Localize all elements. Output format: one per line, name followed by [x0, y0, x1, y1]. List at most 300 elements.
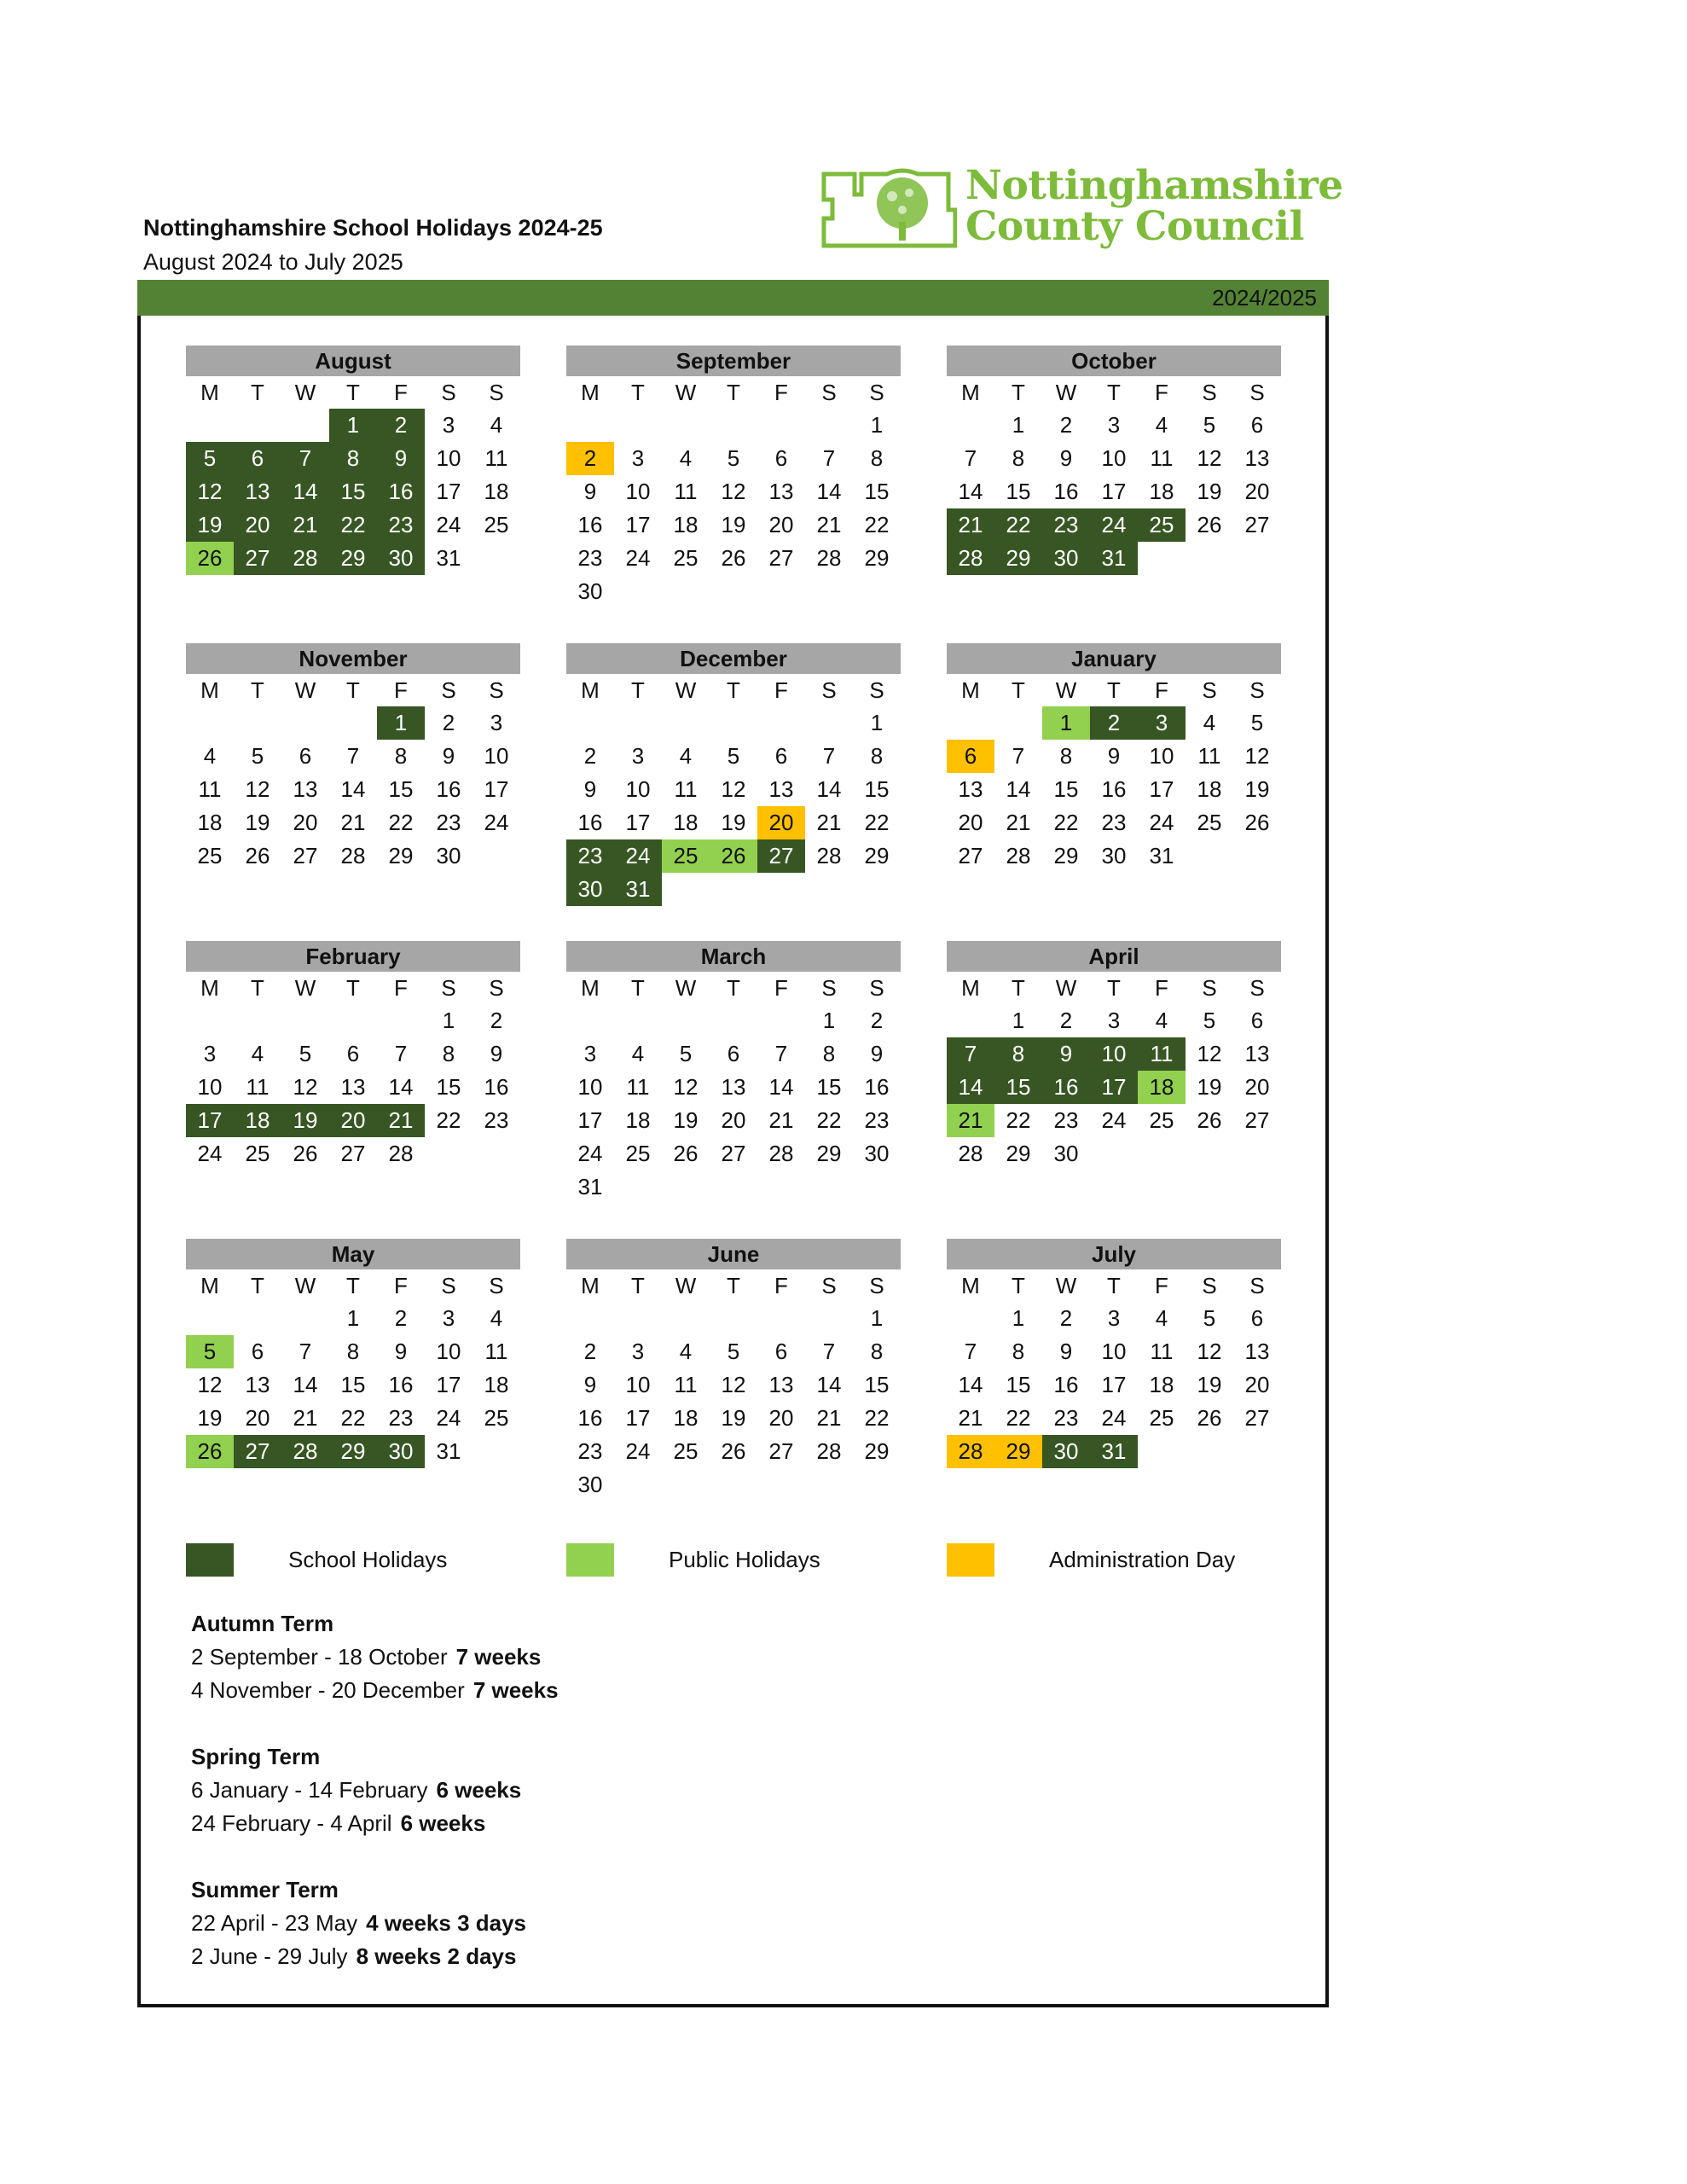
day-cell: 13	[768, 479, 794, 504]
year-label: 2024/2025	[1212, 285, 1317, 311]
weekday-label: S	[869, 975, 884, 1001]
day-cell: 19	[186, 508, 234, 542]
empty-cell	[805, 1302, 853, 1335]
day-cell: 6	[251, 1339, 264, 1364]
weekday-label: T	[727, 380, 740, 405]
month-header: October	[947, 346, 1281, 376]
day-cell: 9	[1042, 1037, 1090, 1071]
weekday-label: W	[675, 677, 697, 703]
day-cell: 21	[281, 508, 329, 542]
empty-cell	[662, 1302, 710, 1335]
day-cell: 11	[1138, 1037, 1186, 1071]
day-cell: 5	[1203, 1008, 1216, 1033]
day-cell: 13	[234, 475, 281, 508]
day-cell: 19	[1197, 1372, 1222, 1397]
day-cell: 21	[1006, 810, 1031, 835]
day-cell: 16	[577, 1405, 603, 1431]
month-header: September	[566, 346, 901, 376]
day-cell: 10	[484, 743, 509, 769]
day-cell: 24	[577, 1141, 603, 1166]
day-cell: 17	[625, 1405, 651, 1431]
weekday-label: S	[441, 677, 456, 703]
day-cell: 9	[583, 479, 597, 504]
day-cell: 8	[994, 1037, 1042, 1071]
day-cell: 8	[346, 1339, 360, 1364]
weekday-label: W	[675, 380, 697, 405]
day-cell: 25	[673, 545, 699, 571]
day-cell: 17	[625, 810, 651, 835]
weekday-label: M	[581, 380, 600, 405]
weekday-label: M	[581, 975, 600, 1001]
day-cell: 26	[1244, 810, 1270, 835]
day-cell: 27	[1244, 1107, 1270, 1133]
weekday-label: T	[251, 975, 264, 1001]
day-cell: 15	[1006, 479, 1031, 504]
day-cell: 1	[1042, 706, 1090, 740]
spring-term-line-1: 6 January - 14 February 6 weeks	[191, 1777, 522, 1803]
weekday-label: F	[394, 380, 408, 405]
day-cell: 8	[329, 442, 377, 475]
day-cell: 27	[1244, 1405, 1270, 1431]
day-cell: 20	[757, 806, 805, 839]
empty-cell	[757, 706, 805, 740]
month-february	[186, 941, 520, 1170]
day-cell: 30	[436, 843, 461, 868]
empty-cell	[377, 1004, 425, 1037]
day-cell: 28	[281, 1435, 329, 1468]
day-cell: 6	[1250, 412, 1264, 438]
day-cell: 14	[947, 1071, 994, 1104]
day-cell: 18	[673, 1405, 699, 1431]
day-cell: 11	[198, 776, 222, 802]
spring-term-line-2: 24 February - 4 April 6 weeks	[191, 1810, 486, 1836]
weekday-label: T	[1012, 1273, 1025, 1298]
empty-cell	[281, 706, 329, 740]
day-cell: 1	[870, 710, 884, 735]
day-cell: 22	[1053, 810, 1079, 835]
day-cell: 28	[947, 1435, 994, 1468]
day-cell: 8	[394, 743, 408, 769]
weekday-label: S	[1202, 380, 1217, 405]
day-cell: 24	[484, 810, 509, 835]
day-cell: 5	[186, 442, 234, 475]
weekday-label: S	[821, 1273, 837, 1298]
month-april	[947, 941, 1281, 1170]
day-cell: 8	[870, 445, 884, 471]
day-cell: 20	[1244, 1372, 1270, 1397]
legend-school	[186, 1543, 447, 1577]
weekday-label: M	[200, 1273, 219, 1298]
weekday-label: T	[346, 677, 360, 703]
day-cell: 13	[1244, 1041, 1270, 1066]
weekday-label: T	[251, 380, 264, 405]
year-band	[137, 280, 1329, 316]
day-cell: 26	[710, 839, 757, 873]
day-cell: 25	[197, 843, 223, 868]
day-cell: 27	[293, 843, 318, 868]
legend-admin-label: Administration Day	[1049, 1547, 1236, 1572]
weekday-label: S	[441, 380, 456, 405]
day-cell: 25	[1149, 1405, 1174, 1431]
weekday-label: W	[1055, 677, 1077, 703]
weekday-label: W	[294, 677, 316, 703]
autumn-term-line-1: 2 September - 18 October 7 weeks	[191, 1644, 542, 1670]
day-cell: 15	[329, 475, 377, 508]
weekday-label: T	[346, 1273, 360, 1298]
day-cell: 13	[293, 776, 318, 802]
day-cell: 3	[1107, 1305, 1121, 1331]
empty-cell	[614, 706, 662, 740]
day-cell: 14	[1006, 776, 1031, 802]
weekday-label: F	[774, 1273, 788, 1298]
day-cell: 31	[577, 1174, 603, 1199]
day-cell: 20	[1244, 479, 1270, 504]
day-cell: 2	[583, 743, 597, 769]
day-cell: 17	[1101, 1372, 1127, 1397]
day-cell: 13	[768, 776, 794, 802]
day-cell: 26	[1197, 512, 1222, 537]
day-cell: 7	[1012, 743, 1025, 769]
day-cell: 6	[727, 1041, 740, 1066]
day-cell: 3	[1107, 1008, 1121, 1033]
empty-cell	[710, 706, 757, 740]
day-cell: 30	[377, 1435, 425, 1468]
day-cell: 30	[566, 873, 614, 906]
day-cell: 5	[727, 445, 740, 471]
day-cell: 16	[1053, 479, 1079, 504]
day-cell: 10	[625, 479, 651, 504]
day-cell: 27	[234, 542, 281, 575]
day-cell: 28	[947, 542, 994, 575]
day-cell: 26	[186, 542, 234, 575]
day-cell: 26	[721, 545, 746, 571]
day-cell: 7	[822, 445, 836, 471]
day-cell: 20	[1244, 1074, 1270, 1100]
day-cell: 11	[674, 1372, 698, 1397]
empty-cell	[186, 1004, 234, 1037]
day-cell: 20	[245, 1405, 270, 1431]
day-cell: 4	[1155, 1305, 1168, 1331]
weekday-label: T	[727, 1273, 740, 1298]
day-cell: 21	[816, 512, 842, 537]
legend-school-swatch	[186, 1543, 234, 1577]
empty-cell	[662, 409, 710, 442]
day-cell: 28	[388, 1141, 414, 1166]
weekday-label: T	[1012, 975, 1025, 1001]
day-cell: 15	[864, 479, 890, 504]
day-cell: 25	[1138, 508, 1186, 542]
day-cell: 2	[870, 1008, 884, 1033]
day-cell: 6	[346, 1041, 360, 1066]
day-cell: 12	[721, 479, 746, 504]
day-cell: 1	[442, 1008, 455, 1033]
day-cell: 12	[1244, 743, 1270, 769]
day-cell: 13	[340, 1074, 366, 1100]
month-header: May	[186, 1239, 520, 1269]
weekday-label: S	[1249, 677, 1265, 703]
legend-public	[566, 1543, 820, 1577]
day-cell: 2	[442, 710, 455, 735]
day-cell: 2	[1090, 706, 1138, 740]
day-cell: 30	[1042, 1435, 1090, 1468]
day-cell: 11	[626, 1074, 650, 1100]
day-cell: 18	[1149, 479, 1174, 504]
day-cell: 25	[484, 512, 509, 537]
day-cell: 9	[1059, 1339, 1073, 1364]
day-cell: 4	[1155, 412, 1168, 438]
page-title: Nottinghamshire School Holidays 2024-25	[143, 215, 603, 241]
empty-cell	[614, 1004, 662, 1037]
day-cell: 25	[1197, 810, 1222, 835]
day-cell: 6	[774, 743, 788, 769]
weekday-label: W	[675, 1273, 697, 1298]
day-cell: 17	[577, 1107, 603, 1133]
day-cell: 28	[340, 843, 366, 868]
day-cell: 25	[662, 839, 710, 873]
weekday-label: M	[200, 975, 219, 1001]
weekday-label: T	[631, 1273, 645, 1298]
day-cell: 3	[631, 1339, 645, 1364]
weekday-label: W	[1055, 1273, 1077, 1298]
weekday-label: M	[581, 677, 600, 703]
day-cell: 10	[1101, 1339, 1127, 1364]
weekday-label: S	[489, 380, 504, 405]
day-cell: 22	[329, 508, 377, 542]
day-cell: 17	[436, 479, 461, 504]
day-cell: 21	[293, 1405, 318, 1431]
weekday-label: F	[1155, 1273, 1168, 1298]
day-cell: 5	[679, 1041, 693, 1066]
month-march	[566, 941, 901, 1204]
day-cell: 20	[721, 1107, 746, 1133]
day-cell: 30	[1042, 542, 1090, 575]
day-cell: 2	[566, 442, 614, 475]
weekday-label: T	[1107, 380, 1121, 405]
day-cell: 26	[186, 1435, 234, 1468]
day-cell: 21	[816, 1405, 842, 1431]
day-cell: 15	[388, 776, 414, 802]
day-cell: 19	[1197, 1074, 1222, 1100]
autumn-term-line-2: 4 November - 20 December 7 weeks	[191, 1677, 559, 1703]
day-cell: 9	[394, 1339, 408, 1364]
month-august	[186, 346, 520, 575]
day-cell: 25	[245, 1141, 270, 1166]
day-cell: 1	[377, 706, 425, 740]
day-cell: 10	[436, 1339, 461, 1364]
month-december	[566, 643, 901, 906]
weekday-label: T	[251, 677, 264, 703]
day-cell: 12	[186, 475, 234, 508]
day-cell: 14	[958, 479, 983, 504]
day-cell: 16	[388, 1372, 414, 1397]
day-cell: 24	[625, 1438, 651, 1464]
day-cell: 23	[377, 508, 425, 542]
day-cell: 11	[246, 1074, 270, 1100]
day-cell: 17	[625, 512, 651, 537]
day-cell: 20	[234, 508, 281, 542]
day-cell: 22	[994, 508, 1042, 542]
day-cell: 24	[1149, 810, 1174, 835]
day-cell: 3	[442, 412, 455, 438]
day-cell: 13	[1244, 1339, 1270, 1364]
weekday-label: S	[1202, 677, 1217, 703]
day-cell: 29	[864, 843, 890, 868]
day-cell: 24	[436, 512, 461, 537]
day-cell: 24	[625, 545, 651, 571]
day-cell: 9	[870, 1041, 884, 1066]
day-cell: 11	[674, 776, 698, 802]
weekday-label: M	[961, 380, 980, 405]
legend-public-label: Public Holidays	[669, 1547, 820, 1572]
month-june	[566, 1239, 901, 1502]
day-cell: 7	[822, 743, 836, 769]
legend-public-swatch	[566, 1543, 614, 1577]
weekday-label: F	[774, 380, 788, 405]
empty-cell	[234, 1302, 281, 1335]
day-cell: 8	[870, 743, 884, 769]
day-cell: 6	[299, 743, 312, 769]
weekday-label: T	[1107, 1273, 1121, 1298]
term-dates	[191, 1607, 559, 1973]
empty-cell	[805, 706, 853, 740]
weekday-label: S	[821, 677, 837, 703]
day-cell: 23	[436, 810, 461, 835]
day-cell: 26	[1197, 1405, 1222, 1431]
weekday-label: W	[294, 380, 316, 405]
day-cell: 17	[484, 776, 509, 802]
page-subtitle: August 2024 to July 2025	[143, 249, 403, 275]
day-cell: 10	[577, 1074, 603, 1100]
day-cell: 4	[251, 1041, 264, 1066]
day-cell: 2	[377, 409, 425, 442]
day-cell: 24	[1101, 1107, 1127, 1133]
day-cell: 12	[721, 1372, 746, 1397]
day-cell: 13	[1244, 445, 1270, 471]
day-cell: 10	[436, 445, 461, 471]
day-cell: 10	[1090, 1037, 1138, 1071]
day-cell: 4	[631, 1041, 645, 1066]
day-cell: 21	[958, 1405, 983, 1431]
day-cell: 27	[340, 1141, 366, 1166]
empty-cell	[994, 706, 1042, 740]
weekday-label: S	[869, 1273, 884, 1298]
weekday-label: M	[200, 380, 219, 405]
day-cell: 11	[1197, 743, 1221, 769]
weekday-label: W	[1055, 380, 1077, 405]
weekday-label: W	[294, 1273, 316, 1298]
empty-cell	[662, 1004, 710, 1037]
day-cell: 7	[964, 445, 977, 471]
day-cell: 31	[436, 1438, 461, 1464]
day-cell: 13	[958, 776, 983, 802]
day-cell: 8	[870, 1339, 884, 1364]
day-cell: 29	[1006, 1141, 1031, 1166]
day-cell: 20	[293, 810, 318, 835]
day-cell: 18	[484, 1372, 509, 1397]
day-cell: 16	[1053, 1372, 1079, 1397]
day-cell: 12	[721, 776, 746, 802]
weekday-label: F	[394, 677, 408, 703]
empty-cell	[662, 706, 710, 740]
day-cell: 22	[1006, 1107, 1031, 1133]
day-cell: 7	[964, 1339, 977, 1364]
spring-term-title: Spring Term	[191, 1744, 321, 1769]
day-cell: 11	[1150, 445, 1174, 471]
day-cell: 16	[864, 1074, 890, 1100]
weekday-label: S	[489, 1273, 504, 1298]
day-cell: 28	[1006, 843, 1031, 868]
day-cell: 1	[870, 412, 884, 438]
month-january	[947, 643, 1281, 873]
day-cell: 8	[442, 1041, 455, 1066]
day-cell: 21	[768, 1107, 794, 1133]
day-cell: 4	[203, 743, 217, 769]
day-cell: 1	[346, 1305, 360, 1331]
day-cell: 29	[864, 1438, 890, 1464]
empty-cell	[710, 1302, 757, 1335]
weekday-label: F	[1155, 380, 1168, 405]
month-header: March	[566, 941, 901, 972]
day-cell: 11	[484, 445, 508, 471]
empty-cell	[234, 1004, 281, 1037]
day-cell: 31	[1090, 1435, 1138, 1468]
weekday-label: W	[1055, 975, 1077, 1001]
weekday-label: M	[961, 975, 980, 1001]
day-cell: 20	[958, 810, 983, 835]
summer-term-line-2: 2 June - 29 July 8 weeks 2 days	[191, 1943, 517, 1969]
day-cell: 16	[484, 1074, 509, 1100]
day-cell: 22	[436, 1107, 461, 1133]
day-cell: 15	[436, 1074, 461, 1100]
month-july	[947, 1239, 1281, 1468]
weekday-label: T	[631, 380, 645, 405]
day-cell: 14	[816, 776, 842, 802]
day-cell: 21	[947, 1104, 994, 1137]
empty-cell	[234, 706, 281, 740]
day-cell: 23	[388, 1405, 414, 1431]
day-cell: 4	[679, 445, 693, 471]
day-cell: 13	[768, 1372, 794, 1397]
month-header: July	[947, 1239, 1281, 1269]
day-cell: 27	[757, 839, 805, 873]
day-cell: 10	[625, 1372, 651, 1397]
day-cell: 9	[1107, 743, 1121, 769]
month-october	[947, 346, 1281, 575]
day-cell: 5	[727, 1339, 740, 1364]
weekday-label: F	[1155, 975, 1168, 1001]
day-cell: 29	[329, 542, 377, 575]
day-cell: 26	[673, 1141, 699, 1166]
day-cell: 17	[1101, 479, 1127, 504]
day-cell: 22	[388, 810, 414, 835]
day-cell: 6	[1250, 1008, 1264, 1033]
month-header: August	[186, 346, 520, 376]
day-cell: 6	[1250, 1305, 1264, 1331]
weekday-label: S	[441, 1273, 456, 1298]
day-cell: 18	[673, 810, 699, 835]
day-cell: 23	[577, 545, 603, 571]
empty-cell	[566, 1004, 614, 1037]
day-cell: 23	[1042, 508, 1090, 542]
day-cell: 19	[197, 1405, 223, 1431]
day-cell: 13	[245, 1372, 270, 1397]
day-cell: 4	[1155, 1008, 1168, 1033]
day-cell: 5	[186, 1335, 234, 1368]
day-cell: 15	[864, 776, 890, 802]
day-cell: 25	[1149, 1107, 1174, 1133]
month-header: February	[186, 941, 520, 972]
day-cell: 26	[721, 1438, 746, 1464]
